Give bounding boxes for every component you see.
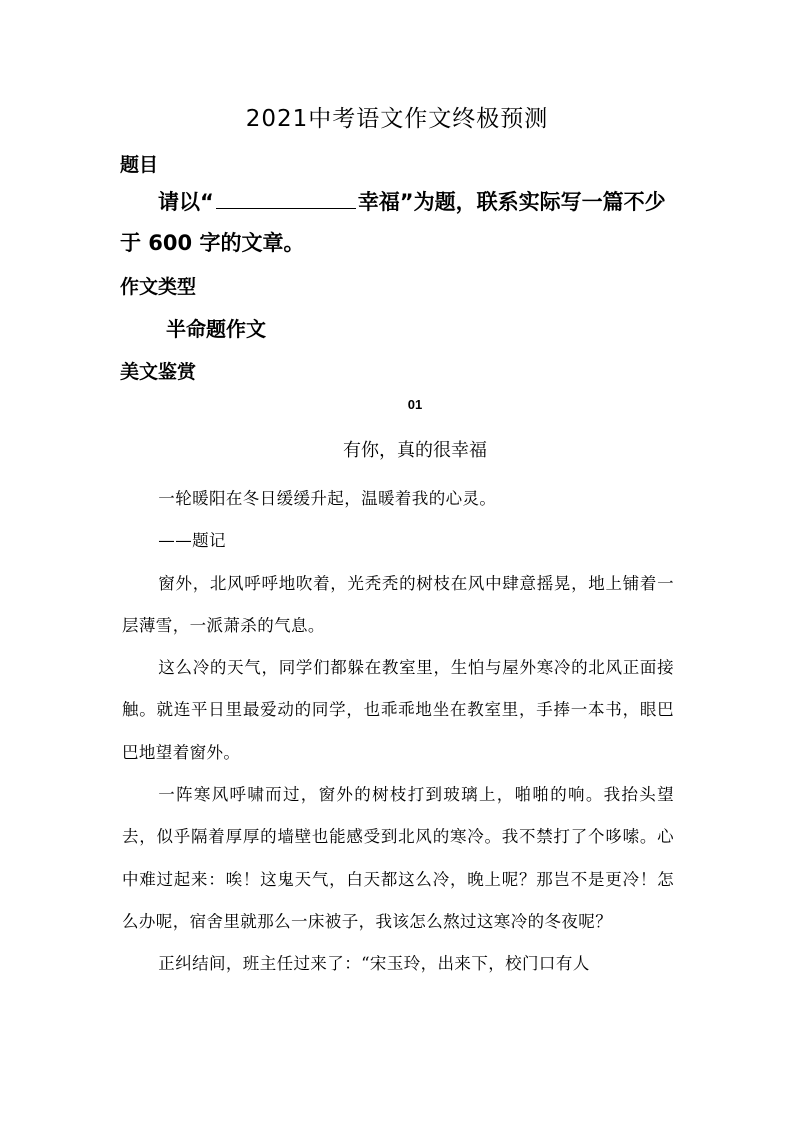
essay-paragraph: ——题记 [158,531,226,551]
page-title: 2021中考语文作文终极预测 [245,106,549,132]
essay-paragraph: 窗外，北风呼呼地吹着，光秃秃的树枝在风中肆意摇晃，地上铺着一层薄雪，一派萧杀的气息。 [122,573,674,635]
prompt-before-blank: 请以“ [158,190,214,214]
essay-type-value: 半命题作文 [166,317,266,341]
prompt-text [120,182,680,264]
essay-paragraph: 这么冷的天气，同学们都躲在教室里，生怕与屋外寒冷的北风正面接触。就连平日里最爱动的同学，也乖乖地坐在教室里，手捧一本书，眼巴巴地望着窗外。 [122,658,674,762]
heading-essay-type: 作文类型 [120,276,197,298]
heading-appreciation: 美文鉴赏 [120,361,197,383]
essay-paragraph: 正纠结间，班主任过来了：“宋玉玲，出来下，校门口有人 [158,954,590,974]
essay-title: 有你，真的很幸福 [343,440,487,461]
fill-in-blank [216,190,356,209]
essay-number: 01 [407,397,423,412]
essay-paragraph: 一阵寒风呼啸而过，窗外的树枝打到玻璃上，啪啪的响。我抬头望去，似乎隔着厚厚的墙壁也能感受到北风的寒冷。我不禁打了个哆嗦。心中难过起来：唉！这鬼天气，白天都这么冷，晚上呢？那岂不是更冷！怎么办呢，宿舍里就那么一床被子，我该怎么熬过这寒冷的冬夜呢？ [122,785,674,931]
heading-topic: 题目 [120,154,159,176]
essay-body [122,478,674,986]
essay-paragraph: 一轮暖阳在冬日缓缓升起，温暖着我的心灵。 [158,489,497,508]
prompt-after-blank: 幸福”为题，联系实际写一篇不少于 600 字的文章。 [120,190,666,255]
